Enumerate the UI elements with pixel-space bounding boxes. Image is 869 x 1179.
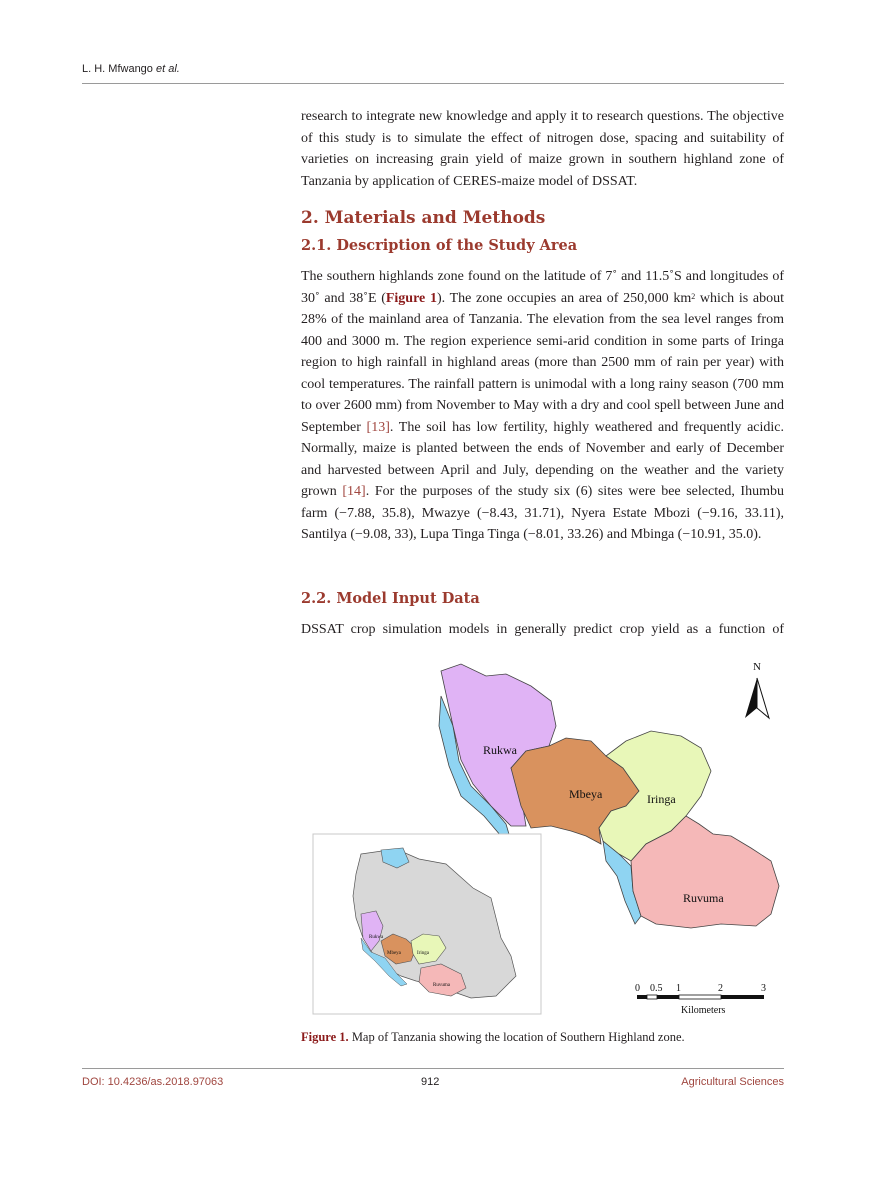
inset-map (313, 834, 541, 1014)
subsection-2-heading-block (301, 590, 784, 607)
scale-tick-0-5: 0.5 (650, 983, 663, 994)
inset-label-mbeya: Mbeya (387, 951, 401, 956)
subsection-1-heading-block (301, 237, 784, 254)
figure-caption-label: Figure 1. (301, 1030, 349, 1044)
figure-1-link[interactable]: Figure 1 (385, 290, 437, 306)
inset-label-iringa: Iringa (417, 951, 429, 956)
subsection-1-heading: 2.1. Description of the Study Area (301, 237, 578, 254)
study-area-paragraph-block (301, 266, 784, 546)
section-heading: 2. Materials and Methods (301, 208, 546, 228)
scale-tick-1: 1 (676, 983, 681, 994)
reference-14-link[interactable]: [14] (342, 484, 366, 499)
text-run: which is about 28% of the mainland area of Tanzania. The elevation from the sea level ranges from 400 and 3000 m. The region experience semi-arid condition in some parts of Iringa region to high rainfall in highland areas (more than 2500 mm of rain per year) with cool temperatures. The rainfall pattern is unimodal with a long rainy season (700 mm to over 2600 mm) from November to May with a dry and cool spell between June and September (301, 290, 784, 435)
label-ruvuma: Ruvuma (683, 891, 724, 905)
running-head-etal: et al. (155, 63, 180, 75)
inset-label-ruvuma: Ruvuma (433, 983, 450, 988)
model-input-paragraph-block (301, 619, 784, 641)
text-run: ). The zone occupies an area of 250,000 km (436, 290, 692, 306)
inset-label-rukwa: Rukwa (369, 935, 384, 940)
reference-13-link[interactable]: [13] (366, 419, 390, 435)
figure-caption (301, 1030, 685, 1045)
north-label: N (753, 661, 761, 673)
figure-1-map (301, 656, 785, 1024)
scale-tick-3: 3 (761, 983, 766, 994)
label-rukwa: Rukwa (483, 743, 517, 757)
text-run: . The soil has low fertility, highly weathered and frequently acidic. Normally, maize is planted between the ends of November and early of December and harvested between April and July, depending on the weather and the variety grown (301, 419, 784, 499)
figure-caption-text: Map of Tanzania showing the location of Southern Highland zone. (348, 1030, 685, 1044)
label-mbeya: Mbeya (569, 787, 603, 801)
text-run: The southern highlands zone found on the latitude of 7˚ and 11.5˚S and longitudes of 30˚ and 38˚E ( (301, 269, 784, 306)
intro-paragraph-block (301, 106, 784, 192)
header-rule (82, 83, 784, 84)
scale-unit-label: Kilometers (681, 1005, 726, 1016)
running-head (82, 63, 180, 75)
model-input-paragraph: DSSAT crop simulation models in generally predict crop yield as a function of (301, 622, 784, 637)
footer-rule (82, 1068, 784, 1069)
footer-doi[interactable]: DOI: 10.4236/as.2018.97063 (82, 1076, 224, 1088)
intro-paragraph: research to integrate new knowledge and apply it to research questions. The objective of this study is to simulate the effect of nitrogen dose, spacing and suitability of varieties on increasing grain yield of maize grown in southern highland zone of Tanzania by application of CERES-maize model of DSSAT. (301, 109, 784, 189)
subsection-2-heading: 2.2. Model Input Data (301, 590, 480, 607)
scale-tick-2: 2 (718, 983, 723, 994)
footer-page-number: 912 (421, 1076, 440, 1088)
text-run: . For the purposes of the study six (6) sites were bee selected, Ihumbu farm (−7.88, 35.8), Mwazye (−8.43, 31.71), Nyera Estate Mbozi (−9.16, 33.11), Santilya (−9.08, 33), Lupa Tinga Tinga (−8.01, 33.26) and Mbinga (−10.91, 35.0). (301, 484, 784, 542)
scale-tick-0: 0 (635, 983, 640, 994)
running-head-authors: L. H. Mfwango (82, 63, 153, 75)
footer-journal: Agricultural Sciences (681, 1076, 784, 1088)
label-iringa: Iringa (647, 792, 676, 806)
superscript: 2 (691, 291, 696, 301)
section-heading-block (301, 208, 784, 228)
study-area-paragraph (301, 266, 784, 546)
